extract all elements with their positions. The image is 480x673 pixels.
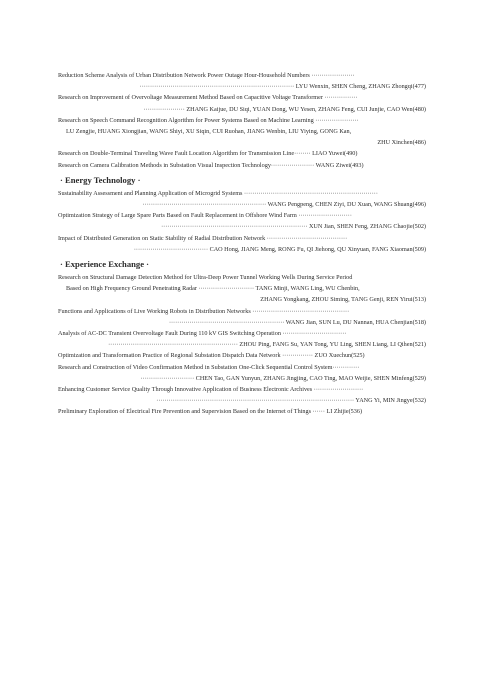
entry-title-line: Optimization Strategy of Large Spare Parts Based on Fault Replacement in Offshore Wind Farm ··························: [58, 212, 352, 220]
entry-line: ································································································ YANG Yi, MIN Jingye(532): [156, 397, 426, 405]
toc-entry: [58, 272, 426, 306]
toc-entry: [58, 306, 426, 328]
section-heading: · Energy Technology ·: [60, 174, 141, 185]
entry-title-line: Impact of Distributed Generation on Static Stability of Radial Distribution Network ·······································: [58, 234, 348, 242]
toc-section: [58, 256, 426, 418]
toc-entry: [58, 160, 426, 171]
toc-entry: [58, 406, 426, 417]
toc-entry: [58, 233, 426, 255]
toc-entry: [58, 148, 426, 159]
entry-line: ···························································· WANG Pengpeng, CHEN Ziyi, DU Xuan, WANG Shuang(496): [142, 201, 426, 209]
toc-entry: [58, 328, 426, 350]
entry-line: ZHU Xinchen(486): [377, 139, 426, 147]
entry-line: ·························· CHEN Tao, GAN Yunyun, ZHANG Jingjing, CAO Ting, MAO Weijie, SHEN Minfeng(529): [140, 374, 426, 382]
entry-title-line: Optimization and Transformation Practice of Regional Substation Dispatch Data Network ··············· ZUO Xuechun(525): [58, 352, 365, 360]
toc-section: [58, 172, 426, 255]
entry-line: ······································································· XUN Jian, SHEN Feng, ZHANG Chaojie(502): [161, 223, 426, 231]
table-of-contents: [58, 70, 426, 418]
entry-title-line: Preliminary Exploration of Electrical Fire Prevention and Supervision Based on the Internet of Things ······ LI Zhijie(536): [58, 408, 363, 416]
entry-title-line: Functions and Applications of Live Working Robots in Distribution Networks ···············································: [58, 307, 350, 315]
toc-entry: [58, 350, 426, 361]
entry-title-line: Analysis of AC-DC Transient Overvoltage Fault During 110 kV GIS Switching Operation ·······························: [58, 330, 347, 338]
entry-line: ···················· ZHANG Kaijue, DU Siqi, YUAN Dong, WU Yesen, ZHANG Feng, CUI Junjie, CAO Wen(480): [143, 105, 426, 113]
entry-title-line: Research on Double-Terminal Traveling Wave Fault Location Algorithm for Transmission Line········ LIAO Yuwei(490): [58, 150, 358, 158]
entry-title-line: Research on Improvement of Overvoltage Measurement Method Based on Capacitive Voltage Transformer ················: [58, 94, 358, 102]
entry-line: Based on High Frequency Ground Penetrating Radar ··························· TANG Minji, WANG Ling, WU Chenbin,: [66, 285, 360, 293]
entry-title-line: Research on Speech Command Recognition Algorithm for Power Systems Based on Machine Learning ·····················: [58, 116, 359, 124]
entry-line: ························································ WANG Jian, SUN Lu, DU Nannan, HUA Chenjian(518): [168, 318, 426, 326]
toc-entry: [58, 362, 426, 384]
toc-entry: [58, 384, 426, 406]
toc-entry: [58, 210, 426, 232]
entry-line: ···································· CAO Hong, JIANG Meng, RONG Fu, QI Jiehong, QU Xinyuan, FANG Xiaoman(509): [133, 245, 426, 253]
entry-line: ······························································· ZHOU Ping, FANG Su, YAN Tong, YU Ling, SHEN Liang, LI Qihen(521): [108, 341, 426, 349]
toc-entry: [58, 115, 426, 149]
section-heading: · Experience Exchange ·: [60, 259, 150, 270]
entry-title-line: Reduction Scheme Analysis of Urban Distribution Network Power Outage Hour-Household Numbers ·····················: [58, 72, 355, 79]
entry-line: ··········································································· LYU Wenxin, SHEN Cheng, ZHANG Zhongqi(477): [139, 83, 426, 91]
entry-line: LU Zengjie, HUANG Xiongjian, WANG Shiyi, XU Siqin, CUI Ruohan, JIANG Wenbin, LIU Yiying, GONG Kan,: [66, 128, 352, 136]
entry-line: ZHANG Yongkang, ZHOU Siming, TANG Genji, REN Yirui(513): [260, 296, 426, 304]
entry-title-line: Sustainability Assessment and Planning Application of Microgrid Systems ·································································: [58, 189, 378, 197]
entry-title-line: Enhancing Customer Service Quality Through Innovative Application of Business Electronic Archives ························: [58, 386, 364, 394]
toc-entry: [58, 92, 426, 114]
toc-entry: [58, 188, 426, 210]
toc-section: [58, 70, 426, 171]
toc-entry: [58, 70, 426, 92]
entry-title-line: Research on Camera Calibration Methods in Substation Visual Inspection Technology····················· WANG Ziwei(493): [58, 161, 364, 169]
entry-title-line: Research on Structural Damage Detection Method for Ultra-Deep Power Tunnel Working Wells During Service Period: [58, 274, 353, 282]
entry-title-line: Research and Construction of Video Confirmation Method in Substation One-Click Sequential Control System·············: [58, 363, 360, 371]
